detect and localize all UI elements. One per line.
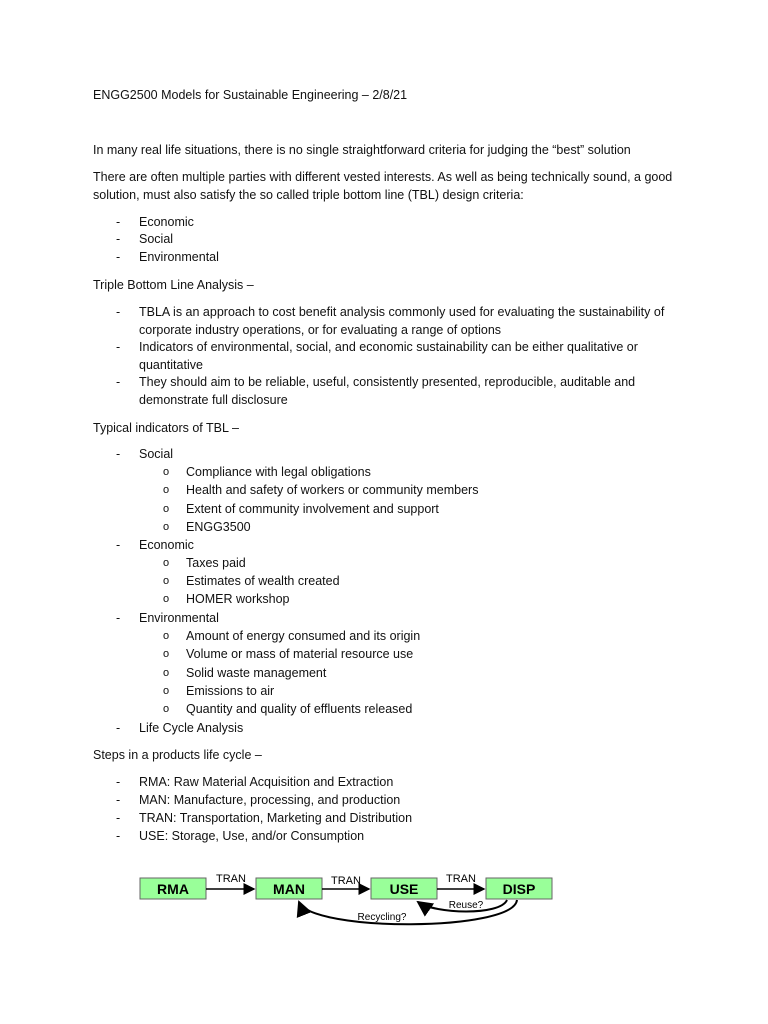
intro-paragraph-2: There are often multiple parties with different vested interests. As well as being technically sound, a good solution, must also satisfy the so called triple bottom line (TBL) design criteria: — [93, 170, 673, 202]
intro-paragraph-1: In many real life situations, there is no single straightforward criteria for judging the “best” solution — [93, 143, 631, 157]
reuse-label: Reuse? — [448, 900, 484, 911]
use-label: USE — [389, 881, 419, 897]
man-label: MAN — [273, 881, 305, 897]
document-title: ENGG2500 Models for Sustainable Engineering – 2/8/21 — [93, 88, 408, 102]
tran-label: TRAN — [216, 873, 246, 885]
tran-label: TRAN — [331, 875, 361, 887]
tbla-heading: Triple Bottom Line Analysis – — [93, 278, 254, 292]
indicators-heading: Typical indicators of TBL – — [93, 421, 239, 435]
tran-label: TRAN — [446, 873, 476, 885]
disp-label: DISP — [502, 881, 536, 897]
recycling-arrow — [299, 900, 517, 924]
life-cycle-diagram — [135, 858, 565, 930]
rma-label: RMA — [157, 881, 189, 897]
recycling-label: Recycling? — [357, 912, 407, 923]
steps-heading: Steps in a products life cycle – — [93, 748, 262, 762]
